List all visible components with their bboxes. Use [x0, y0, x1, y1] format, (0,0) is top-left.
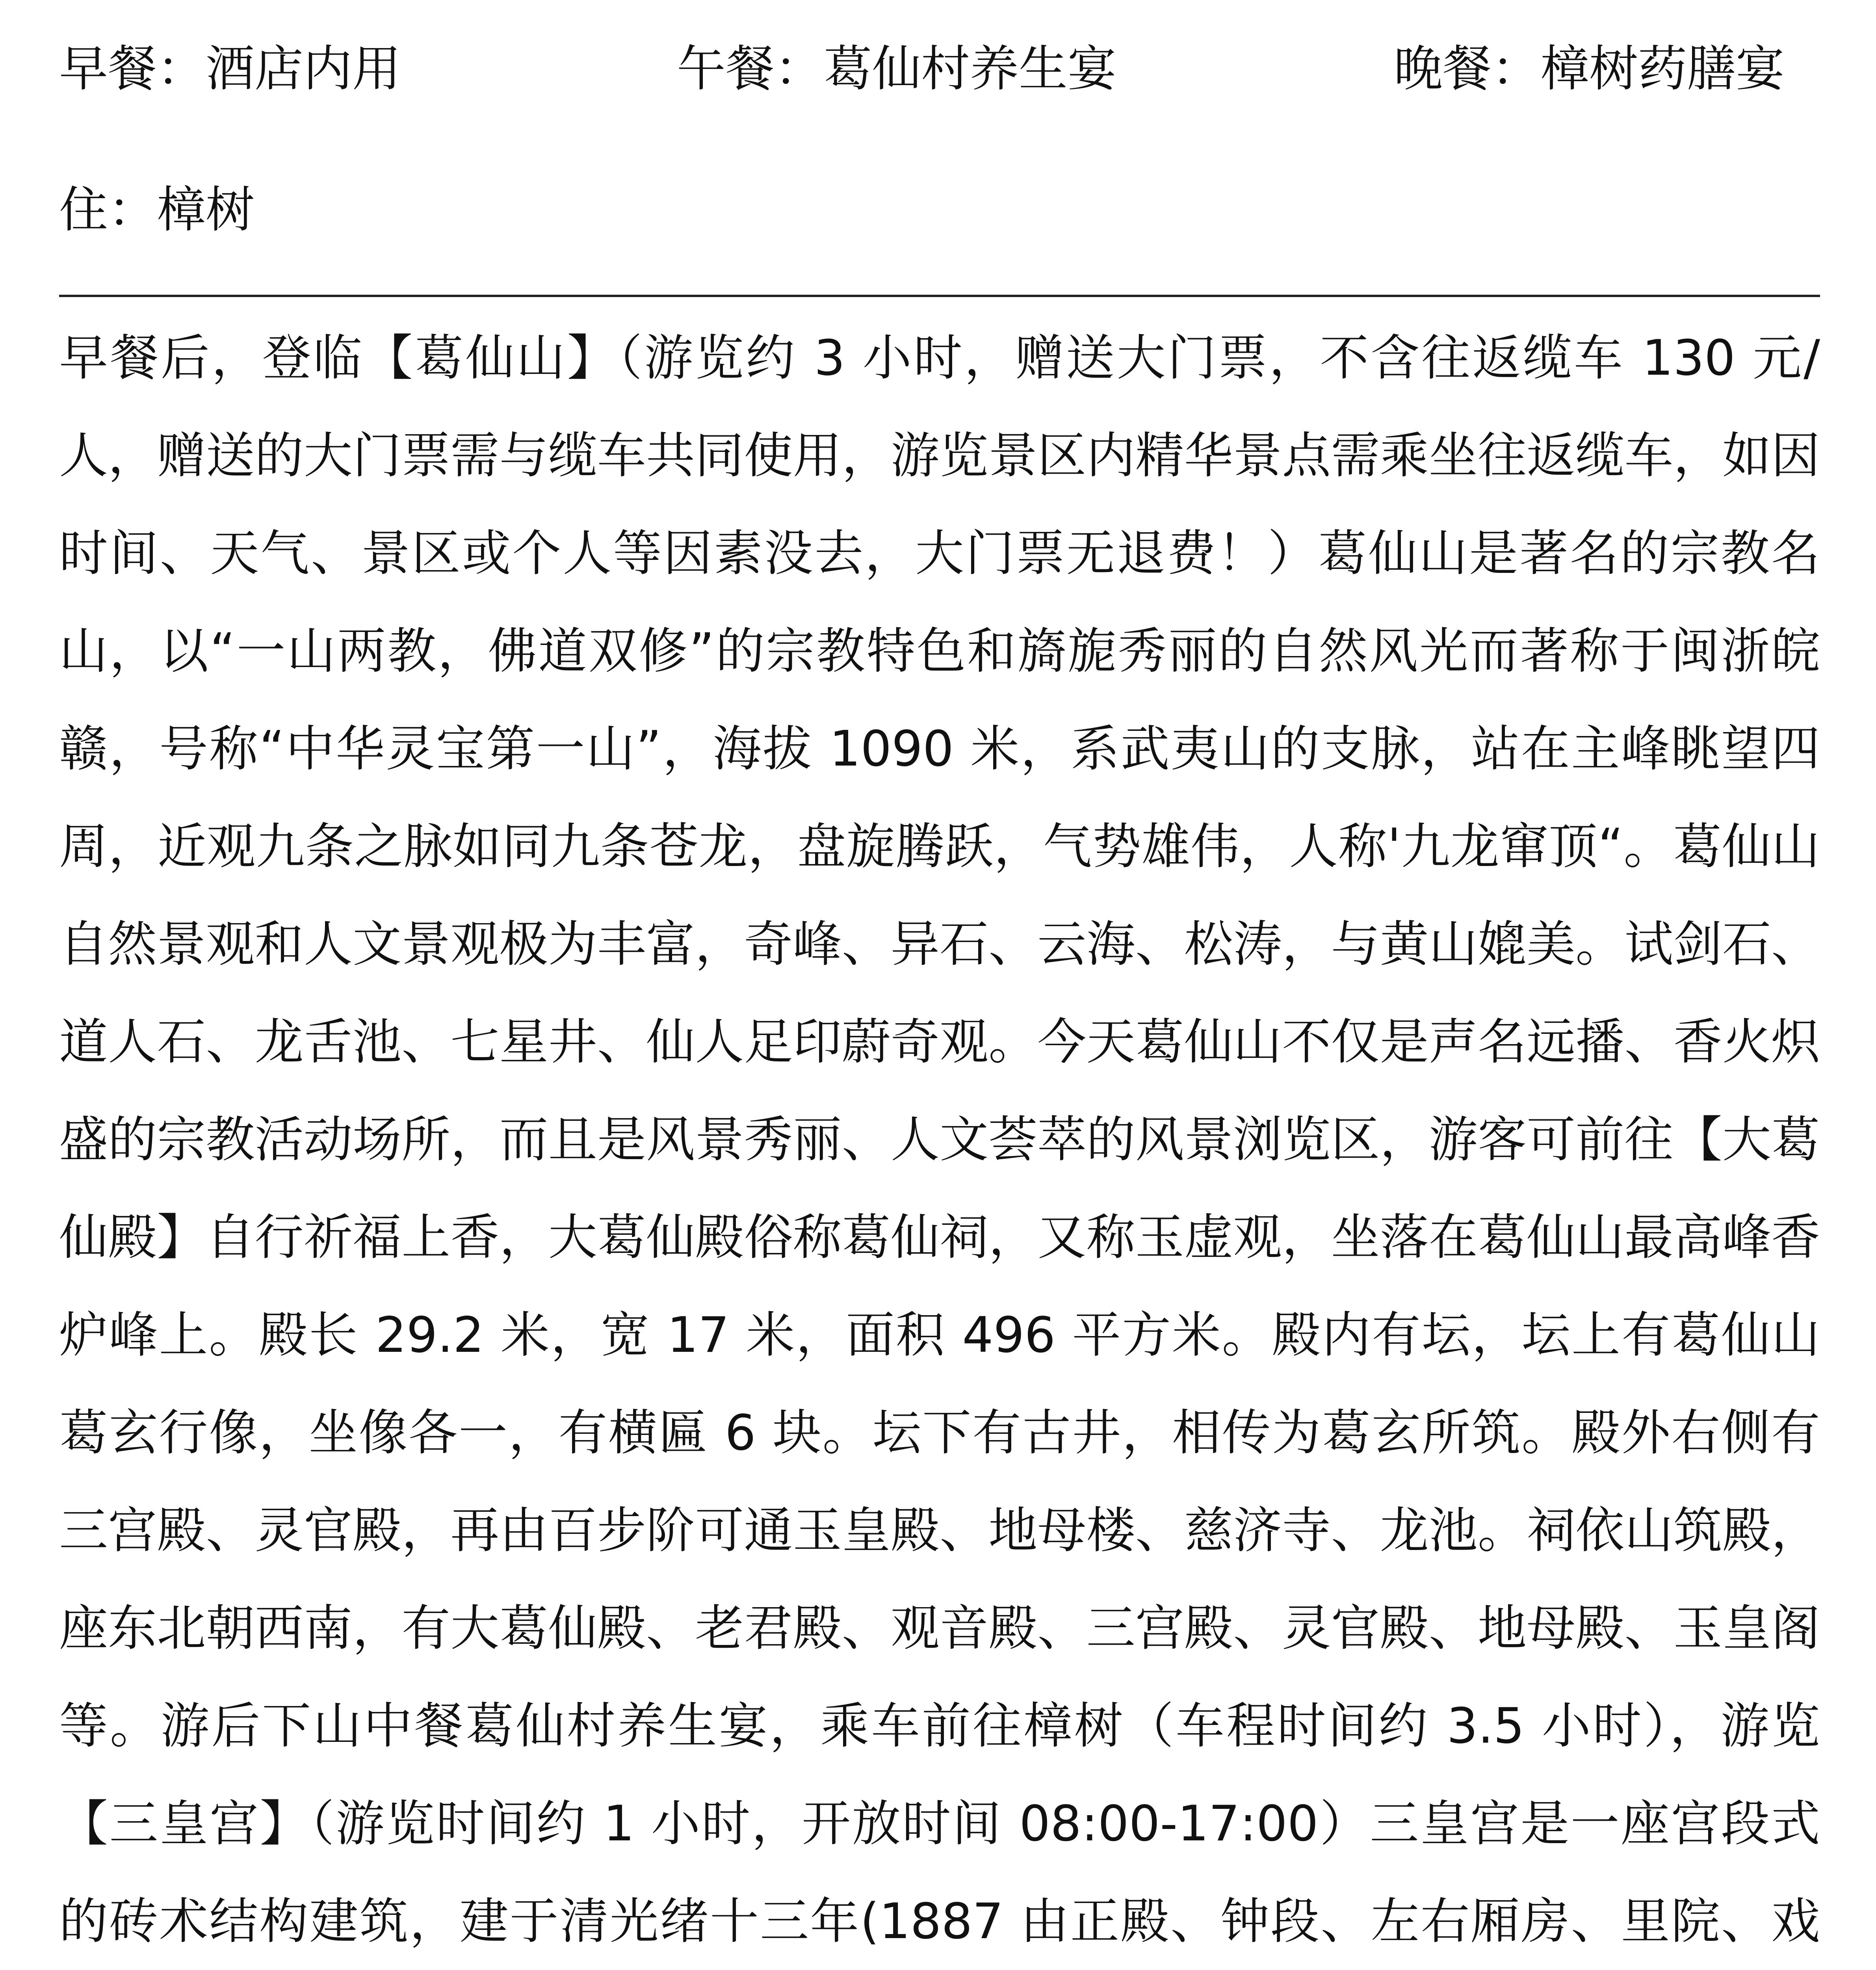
dinner-info: 晚餐：樟树药膳宴 [1394, 41, 1785, 97]
meal-plan-row [59, 35, 1820, 102]
lunch-info: 午餐：葛仙村养生宴 [677, 41, 1117, 97]
stay-info: 住：樟树 [59, 182, 255, 238]
itinerary-body [59, 309, 1820, 1970]
section-divider [59, 295, 1820, 297]
breakfast-info: 早餐：酒店内用 [59, 41, 401, 97]
itinerary-paragraph: 早餐后，登临【葛仙山】（游览约 3 小时，赠送大门票，不含往返缆车 130 元/人，赠送的大门票需与缆车共同使用，游览景区内精华景点需乘坐往返缆车，如因时间、天气、景区或个人等因素没去，大门票无退费！）葛仙山是著名的宗教名山，以“一山两教，佛道双修”的宗教特色和旖旎秀丽的自然风光而著称于闽浙皖赣，号称“中华灵宝第一山”，海拔 1090 米，系武夷山的支脉，站在主峰眺望四周，近观九条之脉如同九条苍龙，盘旋腾跃，气势雄伟，人称'九龙窜顶“。葛仙山自然景观和人文景观极为丰富，奇峰、异石、云海、松涛，与黄山媲美。试剑石、道人石、龙舌池、七星井、仙人足印蔚奇观。今天葛仙山不仅是声名远播、香火炽盛的宗教活动场所，而且是风景秀丽、人文荟萃的风景浏览区，游客可前往【大葛仙殿】自行祈福上香，大葛仙殿俗称葛仙祠，又称玉虚观，坐落在葛仙山最高峰香炉峰上。殿长 29.2 米，宽 17 米，面积 496 平方米。殿内有坛，坛上有葛仙山葛玄行像，坐像各一，有横匾 6 块。坛下有古井，相传为葛玄所筑。殿外右侧有三宫殿、灵官殿，再由百步阶可通玉皇殿、地母楼、慈济寺、龙池。祠依山筑殿，座东北朝西南，有大葛仙殿、老君殿、观音殿、三宫殿、灵官殿、地母殿、玉皇阁等。游后下山中餐葛仙村养生宴，乘车前往樟树（车程时间约 3.5 小时），游览【三皇宫】（游览时间约 1 小时，开放时间 08:00-17:00）三皇宫是一座宫段式的砖术结构建筑，建于清光绪十三年(1887 由正殿、钟段、左右厢房、里院、戏 [59, 330, 1820, 1950]
